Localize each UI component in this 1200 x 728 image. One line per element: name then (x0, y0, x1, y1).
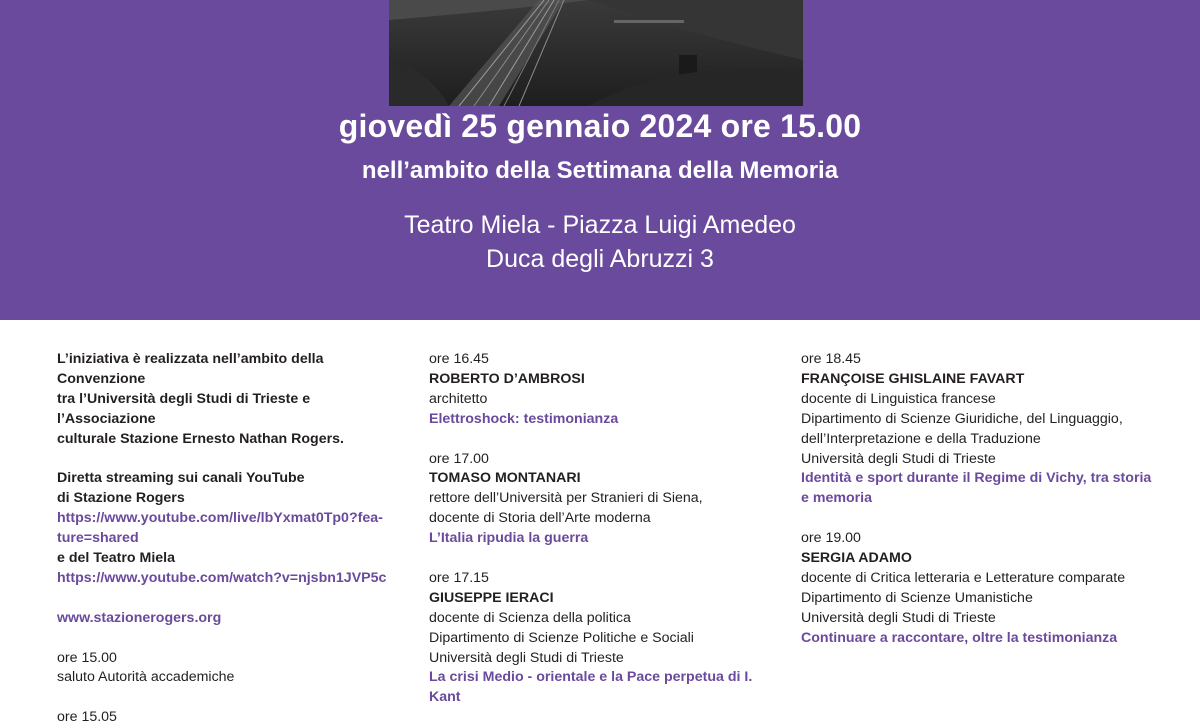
speaker-role: Università degli Studi di Trieste (429, 649, 624, 666)
talk-time: ore 18.45 (801, 351, 861, 367)
event-venue (0, 208, 1200, 276)
venue-line-1: Teatro Miela - Piazza Luigi Amedeo (404, 211, 796, 239)
railway-photo (389, 0, 803, 106)
session-text: saluto Autorità accademiche (57, 669, 235, 686)
program-column-3 (801, 350, 1161, 649)
speaker-role: Dipartimento di Scienze Politiche e Sociali (429, 629, 694, 646)
speaker-role: architetto (429, 390, 488, 407)
talk-time: ore 16.45 (429, 351, 489, 367)
talk-title-line-2: e memoria (801, 490, 872, 507)
speaker-name: ROBERTO D’AMBROSI (429, 370, 585, 387)
talk-title: La crisi Medio - orientale e la Pace perpetua di I. Kant (429, 669, 753, 706)
talk-time: ore 19.00 (801, 530, 861, 547)
youtube-rogers-link-line-2[interactable]: ture=shared (57, 530, 139, 547)
speaker-name: FRANÇOISE GHISLAINE FAVART (801, 370, 1025, 387)
speaker-role: dell’Interpretazione e della Traduzione (801, 430, 1041, 447)
streaming-line-2: di Stazione Rogers (57, 490, 185, 507)
streaming-line-1: Diretta streaming sui canali YouTube (57, 470, 305, 487)
speaker-name: SERGIA ADAMO (801, 550, 912, 567)
youtube-rogers-link-line-1[interactable]: https://www.youtube.com/live/lbYxmat0Tp0?fea- (57, 510, 383, 527)
speaker-role: Università degli Studi di Trieste (801, 450, 996, 467)
intro-line-3: culturale Stazione Ernesto Nathan Rogers. (57, 430, 344, 447)
railway-photo-graphic (389, 0, 803, 106)
miela-label: e del Teatro Miela (57, 550, 176, 567)
speaker-name: GIUSEPPE IERACI (429, 589, 554, 606)
venue-line-2: Duca degli Abruzzi 3 (486, 245, 714, 273)
program-column-2 (429, 350, 779, 708)
talk-title-line-1: Identità e sport durante il Regime di Vichy, tra storia (801, 470, 1152, 487)
website-link[interactable]: www.stazionerogers.org (57, 609, 222, 626)
speaker-name: TOMASO MONTANARI (429, 470, 581, 487)
info-column (57, 350, 397, 728)
speaker-role: Dipartimento di Scienze Giuridiche, del Linguaggio, (801, 410, 1123, 427)
session-time: ore 15.05 (57, 709, 117, 726)
speaker-role: docente di Linguistica francese (801, 390, 996, 407)
intro-line-2: tra l’Università degli Studi di Trieste e l’Associazione (57, 390, 311, 427)
intro-line-1: L’iniziativa è realizzata nell’ambito della Convenzione (57, 351, 324, 387)
talk-title: Elettroshock: testimonianza (429, 410, 619, 427)
speaker-role: docente di Scienza della politica (429, 609, 631, 626)
event-subtitle: nell’ambito della Settimana della Memoria (361, 157, 839, 184)
talk-title: Continuare a raccontare, oltre la testimonianza (801, 629, 1118, 646)
youtube-rogers-link[interactable] (57, 509, 397, 549)
session-time: ore 15.00 (57, 649, 117, 666)
speaker-role: rettore dell’Università per Stranieri di Siena, (429, 490, 703, 507)
speaker-role: docente di Critica letteraria e Letterature comparate (801, 569, 1126, 586)
youtube-miela-link[interactable]: https://www.youtube.com/watch?v=njsbn1JVP5c (57, 569, 387, 586)
talk-time: ore 17.15 (429, 569, 489, 586)
talk-time: ore 17.00 (429, 450, 489, 467)
event-date: giovedì 25 gennaio 2024 ore 15.00 (338, 108, 862, 144)
speaker-role: Università degli Studi di Trieste (801, 609, 996, 626)
speaker-role: Dipartimento di Scienze Umanistiche (801, 589, 1033, 606)
talk-title: L’Italia ripudia la guerra (429, 530, 589, 547)
speaker-role: docente di Storia dell’Arte moderna (429, 510, 651, 527)
